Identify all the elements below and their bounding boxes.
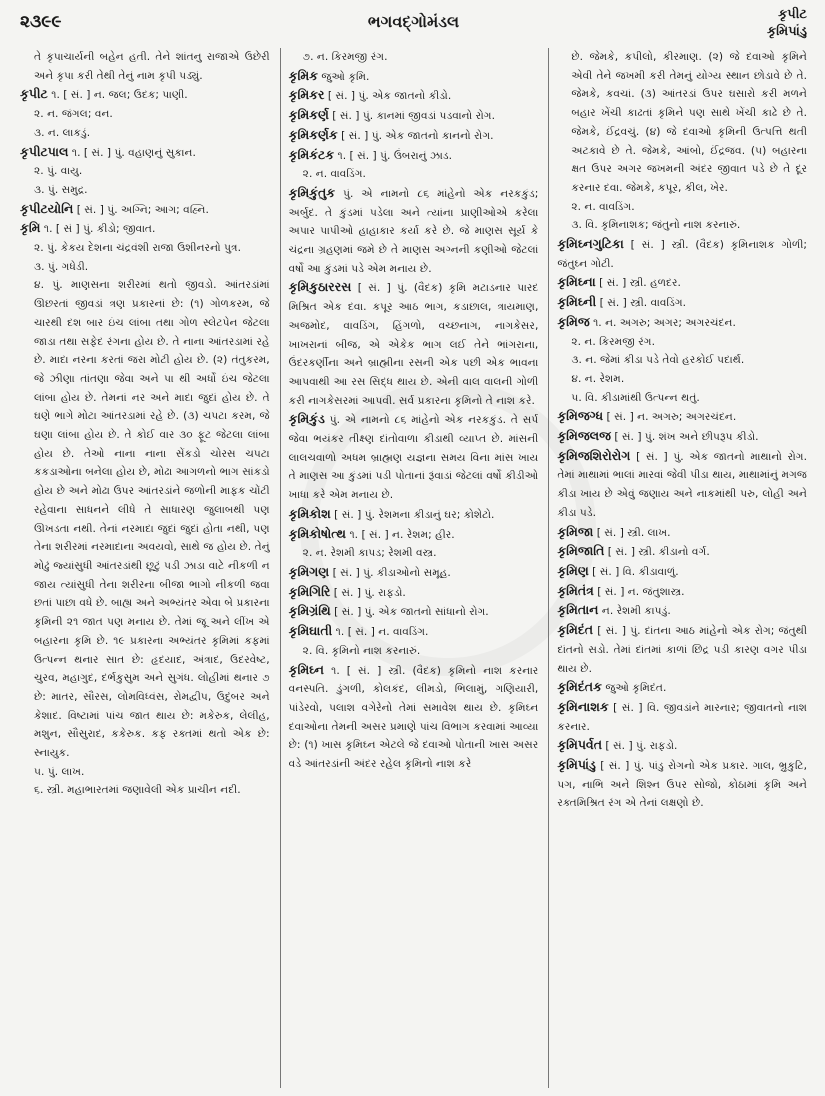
- dictionary-entry: [289, 544, 539, 563]
- entry-definition: ૨. ન. રેશમી કાપડ; રેશમી વસ્ત્ર.: [302, 546, 437, 560]
- dictionary-entry: [557, 216, 807, 235]
- dictionary-entry: [557, 542, 807, 562]
- entry-headword: કૃમિકર્ણ: [288, 107, 329, 123]
- entry-definition: [ સં. ] પું. કીડાઓનો સમૂહ.: [332, 565, 451, 579]
- entry-definition: [ સં. ] પું. એક જાતનો સાંધાનો રોગ.: [334, 605, 489, 619]
- dictionary-entry: [289, 86, 539, 106]
- dictionary-entry: [557, 698, 807, 736]
- entry-definition: છે. જેમકે, કપીલો, કીરમાણ. (૨) જે દવાઓ કૃમિને એવી તેને જખમી કરી તેમનું યોગ્ય સ્થાન છોડાવે છે તે. જેમકે, કવચાં. (૩) આંતરડાં ઉપર ઘસારો કરી મળને બહાર ખેંચી કાઢતાં કૃમિને પણ સાથે ખેંચી કાઢે છે તે. જેમકે, ઈંદ્રવચું. (૪) જે દવાઓ કૃમિની ઉત્પત્તિ થતી અટકાવે છે તે. જેમકે, આંબો, ઈંદ્રજવ. (૫) બહારના ક્ષત ઉપર અગર જખમની અંદર જીવાત પડે છે તે દૂર કરનાર દવા. જેમકે, કપૂર, કીલ, ખેર.: [571, 50, 808, 194]
- entry-definition: ૬. સ્ત્રી. મહાભારતમાં જણાવેલી એક પ્રાચીન નદી.: [34, 783, 241, 797]
- dictionary-entry: [20, 105, 270, 124]
- dictionary-entry: [557, 389, 807, 408]
- entry-headword: કૃમિજગ્ધ: [557, 408, 604, 424]
- entry-definition: ૧. [ સં. ] પું. ઉંબરાનું ઝાડ.: [337, 148, 453, 162]
- entry-definition: [ સં. ] પું. (વૈદક) કૃમિ મટાડનાર પારદ મિશ્રિત એક દવા. કપૂર આઠ ભાગ, કડાછાલ, ત્રાયમાણ, અજમોદ, વાવડિંગ, હિંગળો, વચ્છનાગ, નાગકેસર, ખાખરાનાં બીજ, એ એકેક ભાગ લઈ તેને ભાંગરાના, ઉંદરકર્ણીના અને બ્રાહ્મીના રસની એક પછી એક ભાવના આપવાથી આ રસ સિદ્ધ થાય છે. એની વાલ વાલની ગોળી કરી નાગકેસરમાં આપવી. સર્વ પ્રકારના કૃમિનો તે નાશ કરે.: [288, 281, 539, 407]
- entry-definition: ૪. પું. માણસના શરીરમાં થતો જીવડો. આંતરડાંમાં ઊછરતાં જીવડાં ત્રણ પ્રકારનાં છે: (૧) ગોળકરમ, જે ચારથી દશ બાર ઇંચ લાંબા તથા ગોળ સ્લેટપેન જેટલા જાડા તથા સફેદ રંગના હોય છે. તે નાના આંતરડામાં રહે છે. માદા નરના કરતાં જરા મોટી હોય છે. (૨) તંતુકરમ, જે ઝીણા તાંતણા જેવા અને પા થી અર્ધો ઇંચ જેટલા લાંબા હોય છે. તેમનાં નર અને માદા જુદાં હોય છે. તે ઘણે ભાગે મોટા આંતરડામાં રહે છે. (૩) ચપટા કરમ, જે ઘણા લાંબા હોય છે. તે કોઈ વાર ૩૦ ફૂટ જેટલા લાંબા હોય છે. તેઓ નાના નાના સેંકડો ચોરસ ચપટા કકડાઓના બનેલા હોય છે, મોઢા આગળનો ભાગ સાંકડો હોય છે અને મોઢા ઉપર આંતરડાંને જળોની માફક ચોંટી રહેવાના સાધનને લીધે તે સાધારણ જુલાબથી પણ ઊખડતા નથી. તેનાં નરમાદા જુદાં જુદાં હોતા નથી, પણ તેના શરીરમાં નરમાદાના અવયવો, સાથે જ હોય છે. તેનું મોઢું જ્યાંસુધી આંતરડાંથી છૂટું પડી ઝાડા વાટે નીકળી ન જાય ત્યાંસુધી તેના શરીરના બીજા ભાગો નીકળી જવા છતાં પાછા વધે છે. બાહ્ય અને અભ્યંતર એવા બે પ્રકારના કૃમિની ૨૧ જાત પણ મનાય છે. તેમાં જૂ અને લીંખ એ બહારના કૃમિ છે. ૧૯ પ્રકારના અભ્યંતર કૃમિમાં કફમાં ઉત્પન્ન થનાર સાત છે: હૃદયાદ, અંત્રાદ, ઉદરવેષ્ટ, ચુરવ, મહાગુદ, દર્ભકુસુમ અને સુગંધ. લોહીમાં થનાર ૭ છે: માતર, સૌરસ, લોમવિધ્વંસ, રોમદ્વીપ, ઉદુંબર અને કેશાદ. વિષ્ટામાં પાંચ જાત થાય છે: મકેરુક, લેલીહ, મશુન, સૌસુરાદ, કકેરુક. કફ રક્તમાં થતો એક છે: સ્નાયુક.: [34, 278, 270, 760]
- entry-headword: કૃમિઘ્ની: [557, 294, 597, 310]
- entry-definition: ૧. [ સં. ] ન. જલ; ઉદક; પાણી.: [51, 88, 188, 102]
- dictionary-entry: [557, 407, 807, 427]
- dictionary-entry: [289, 583, 539, 603]
- dictionary-entry: [289, 165, 539, 184]
- dictionary-entry: [289, 67, 539, 87]
- dictionary-entry: [20, 143, 270, 163]
- dictionary-entry: [289, 184, 539, 279]
- entry-definition: ૩. ન. લાકડું.: [34, 125, 91, 139]
- entry-definition: ૧. [ સં. ] ન. વાવડિંગ.: [335, 625, 429, 639]
- entry-definition: [ સં. ] સ્ત્રી. વાવડિંગ.: [599, 296, 687, 310]
- dictionary-entry: [557, 756, 807, 813]
- entry-headword: કૃપીટપાલ: [20, 143, 69, 159]
- entry-definition: ૨. ન. વાવડિંગ.: [302, 167, 366, 181]
- dictionary-entry: [20, 276, 270, 762]
- guide-word-first: કૃપીટ: [778, 7, 807, 22]
- entry-headword: કૃમિદંત: [557, 622, 594, 638]
- entry-headword: કૃમિજશિરોરોગ: [557, 447, 631, 463]
- dictionary-entry: [557, 333, 807, 352]
- entry-definition: ૧. [ સં. ] ન. રેશમ; હીર.: [349, 527, 455, 541]
- entry-definition: ૧. [ સં ] પું. કીડો; જીવાત.: [43, 222, 156, 236]
- entry-headword: કૃમિગ્રંથિ: [288, 603, 331, 619]
- entry-headword: કૃમિજલજ: [557, 428, 611, 444]
- guide-words: [767, 6, 807, 40]
- dictionary-entry: [557, 562, 807, 582]
- entry-definition: જુઓ કૃમિદંત.: [605, 681, 667, 695]
- dictionary-entry: [557, 736, 807, 756]
- entry-headword: કૃમિકુંડ: [288, 411, 325, 427]
- entry-definition: ૩. વિ. કૃમિનાશક; જંતુનો નાશ કરનારું.: [571, 218, 741, 232]
- entry-definition: ૨. ન. વાવડિંગ.: [571, 199, 635, 213]
- dictionary-entry: [20, 124, 270, 143]
- entry-headword: કૃમિકર: [288, 87, 325, 103]
- dictionary-entry: [557, 313, 807, 333]
- entry-definition: જુઓ કૃમિ.: [321, 69, 370, 83]
- dictionary-entry: [289, 146, 539, 166]
- entry-headword: કૃમિણ: [557, 562, 589, 578]
- entry-definition: ૫. પું. લાખ.: [34, 764, 85, 778]
- entry-definition: [ સં. ] વિ. કીડાવાળું.: [592, 564, 679, 578]
- dictionary-entry: [557, 523, 807, 543]
- entry-definition: ૭. ન. કિરમજી રંગ.: [302, 50, 388, 63]
- dictionary-entry: [289, 622, 539, 642]
- entry-headword: કૃમિગણ: [288, 563, 330, 579]
- entry-headword: કૃપીટ: [20, 86, 48, 102]
- entry-definition: [ સં. ] પું. રેશમના કીડાનું ઘર; કોશેટો.: [334, 507, 495, 521]
- entry-definition: [ સં. ] સ્ત્રી. કીડાનો વર્ગ.: [607, 545, 710, 559]
- entry-definition: [ સં. ] પું. અગ્નિ; આગ; વહ્નિ.: [76, 202, 209, 216]
- entry-headword: કૃમિગિરિ: [288, 583, 331, 599]
- dictionary-entry: [289, 126, 539, 146]
- dictionary-entry: [289, 48, 539, 67]
- entry-definition: ૩. ન. જેમાં કીડા પડે તેવો હરકોઈ પદાર્થ.: [571, 353, 745, 367]
- entry-definition: [ સં. ] પું. એક જાતનો કાનનો રોગ.: [341, 128, 494, 142]
- dictionary-entry: [289, 505, 539, 525]
- page-number: ૨૩૯૯: [20, 12, 62, 32]
- dictionary-entry: [557, 351, 807, 370]
- dictionary-entry: [557, 621, 807, 678]
- dictionary-entry: [20, 219, 270, 239]
- column-2: [280, 48, 539, 1088]
- entry-definition: ૨. ન. કિરમજી રંગ.: [571, 334, 655, 348]
- entry-definition: ૫. વિ. કીડામાંથી ઉત્પન્ન થતું.: [571, 390, 700, 404]
- entry-definition: [ સં. ] પું. રાફડો.: [605, 739, 678, 753]
- dictionary-entry: [557, 370, 807, 389]
- dictionary-entry: [20, 763, 270, 782]
- entry-definition: [ સં. ] સ્ત્રી. હળદર.: [599, 276, 681, 290]
- entry-definition: [ સં. ] પું. શંખ અને છીપરૂપ કીડો.: [614, 430, 759, 444]
- dictionary-entry: [20, 162, 270, 181]
- dictionary-entry: [289, 563, 539, 583]
- column-3: [548, 48, 807, 1088]
- entry-definition: [ સં. ] સ્ત્રી. (વૈદક) કૃમિનાશક ગોળી; જંતુઘ્ન ગોટી.: [557, 238, 808, 270]
- entry-definition: [ સં. ] પું. એક જાતનો માથાનો રોગ. તેમાં માથામાં ભાલાં મારવાં જેવી પીડા થાય, માથામાંનું મગજ કીડા ખાય છે એવું જણાય અને નાકમાંથી પરુ, લોહી અને કીડા પડે.: [557, 449, 808, 519]
- entry-headword: કૃમિકુઠારરસ: [288, 279, 352, 295]
- entry-headword: કૃમિ: [20, 220, 41, 236]
- dictionary-entry: [289, 661, 539, 774]
- entry-headword: કૃમિઘ્નગુટિકા: [557, 236, 624, 252]
- dictionary-entry: [557, 447, 807, 523]
- page-header: [20, 6, 807, 44]
- entry-headword: કૃમિઘ્ના: [557, 274, 596, 290]
- dictionary-entry: [289, 106, 539, 126]
- entry-definition: [ સં. ] પું. કાનમાં જીવડાં પડવાનો રોગ.: [332, 109, 496, 123]
- entry-definition: [ સં. ] ન. જંતુશાસ્ત્ર.: [597, 584, 685, 598]
- dictionary-entry: [557, 582, 807, 602]
- dictionary-entry: [557, 427, 807, 447]
- entry-headword: કૃમિકંટક: [288, 146, 335, 162]
- entry-definition: ૨. પું. કેકય દેશના ચંદ્રવંશી રાજા ઉશીનરનો પુત્ર.: [34, 241, 242, 255]
- dictionary-entry: [20, 85, 270, 105]
- running-title: ભગવદ્ગોમંડલ: [367, 12, 460, 31]
- dictionary-entry: [557, 273, 807, 293]
- dictionary-entry: [289, 278, 539, 410]
- dictionary-entry: [20, 200, 270, 220]
- entry-definition: પું. એ નામનો ૮૬ માંહેનો એક નરકકુંડ; અર્બુદ. તે કુંડમાં પડેલા અને ત્યાંના પ્રાણીઓએ કરેલા અપાર પાપીઓ હાહાકાર કર્યા કરે છે. જે માણસ સૂર્ય કે ચંદ્રના ગ્રહણમાં જમે છે તે માણસ અગ્નની કણીઓ જેટલાં વર્ષો આ કુંડમાં પડે એમ મનાય છે.: [288, 186, 539, 275]
- entry-headword: કૃમિકર્ણક: [288, 126, 338, 142]
- entry-headword: કૃમિનાશક: [557, 698, 609, 714]
- entry-headword: કૃમિક: [288, 67, 318, 83]
- entry-definition: ૨. પું. વાયુ.: [34, 164, 83, 178]
- dictionary-entry: [289, 602, 539, 622]
- entry-headword: કૃમિજા: [557, 523, 594, 539]
- dictionary-entry: [20, 781, 270, 800]
- entry-definition: ૩. પું. સમુદ્ર.: [34, 182, 88, 196]
- entry-definition: ૧. [ સં. ] સ્ત્રી. (વૈદક) કૃમિનો નાશ કરનાર વનસ્પતિ. ડુંગળી, કોલકંદ, લીમડો, ભિલામું, ગણિયારી, પાંડેરવો, પલાશ વગેરેનો તેમાં સમાવેશ થાય છે. કૃમિઘ્ન દવાઓના તેમની અસર પ્રમાણે પાંચ વિભાગ કરવામાં આવ્યા છે: (૧) ખાસ કૃમિઘ્ન એટલે જે દવાઓ પોતાની ખાસ અસર વડે આંતરડાંની અંદર રહેલ કૃમિનો નાશ કરે: [288, 663, 539, 771]
- dictionary-columns: [20, 48, 807, 1088]
- entry-headword: કૃમિકુંતુક: [288, 184, 336, 200]
- entry-definition: પું. એ નામનો ૮૬ માંહેનો એક નરકકુંડ. તે સર્પ જેવા ભયંકર તીક્ષ્ણ દાંતોવાળા કીડાથી વ્યાપ્ત છે. માંસની લાલચવાળો અધમ બ્રાહ્મણ યજ્ઞના સમય વિના માંસ ખાય તે માણસ આ કુંડમાં પડી પોતાનાં રૂંવાડાં જેટલાં વર્ષો કીડીઓ ખાધા કરે એમ મનાય છે.: [288, 413, 539, 502]
- column-1: [20, 48, 270, 1088]
- entry-headword: કૃમિતાન: [557, 602, 599, 618]
- entry-definition: ૨. ન. જંગલ; વન.: [34, 107, 113, 121]
- entry-headword: કૃમિકોષોત્થ: [288, 525, 347, 541]
- entry-definition: [ સં. ] પું. રાફડો.: [333, 585, 406, 599]
- entry-definition: [ સં. ] પું. દાંતના આઠ માંહેનો એક રોગ; જંતુથી દાંતનો સડો. તેમાં દાંતમાં કાળાં છિદ્ર પડી કારણ વગર પીડા થાય છે.: [557, 624, 808, 675]
- dictionary-entry: [557, 678, 807, 698]
- entry-headword: કૃમિતંત્ર: [557, 582, 594, 598]
- dictionary-entry: [557, 198, 807, 217]
- entry-definition: [ સં. ] પું. એક જાતનો કીડો.: [327, 89, 452, 103]
- dictionary-entry: [557, 601, 807, 621]
- entry-definition: ૨. વિ. કૃમિનો નાશ કરનારું.: [302, 643, 421, 657]
- entry-headword: કૃપીટયોનિ: [20, 200, 74, 216]
- dictionary-entry: [289, 525, 539, 545]
- entry-definition: ૧. [ સં. ] પું. વહાણનું સુકાન.: [71, 145, 196, 159]
- dictionary-entry: [20, 48, 270, 85]
- entry-definition: [ સં. ] ન. અગરુ; અગરચંદન.: [606, 410, 737, 424]
- dictionary-entry: [20, 258, 270, 277]
- entry-headword: કૃમિકોશ: [288, 505, 331, 521]
- entry-headword: કૃમિદંતક: [557, 679, 602, 695]
- entry-headword: કૃમિજાતિ: [557, 543, 605, 559]
- dictionary-entry: [557, 48, 807, 198]
- entry-headword: કૃમિપાંડુ: [557, 757, 596, 773]
- entry-headword: કૃમિઘાતી: [288, 623, 333, 639]
- entry-definition: ન. રેશમી કાપડું.: [601, 604, 671, 618]
- entry-definition: ૧. ન. અગરુ; અગર; અગરચંદન.: [593, 315, 736, 329]
- entry-headword: કૃમિપર્વત: [557, 737, 603, 753]
- dictionary-entry: [557, 293, 807, 313]
- entry-definition: [ સં. ] પું. પાંડુ રોગનો એક પ્રકાર. ગાલ, ભ્રુકુટિ, પગ, નાભિ અને શિશ્ન ઉપર સોજો, કોઠામાં કૃમિ અને રક્તમિશ્રિત રંગ એ તેનાં લક્ષણો છે.: [557, 759, 808, 810]
- entry-definition: ૪. ન. રેશમ.: [571, 371, 625, 385]
- dictionary-entry: [20, 239, 270, 258]
- entry-definition: ૩. પું. ગધેડી.: [34, 259, 89, 273]
- entry-definition: [ સં. ] સ્ત્રી. લાખ.: [596, 525, 671, 539]
- entry-definition: [ સં. ] વિ. જીવડાંને મારનાર; જીવાતનો નાશ કરનાર.: [557, 700, 808, 733]
- dictionary-entry: [289, 642, 539, 661]
- entry-headword: કૃમિજ: [557, 313, 590, 329]
- dictionary-entry: [289, 410, 539, 505]
- guide-word-last: કૃમિપાંડુ: [766, 24, 807, 39]
- entry-headword: કૃમિઘ્ન: [288, 661, 324, 677]
- entry-definition: તે કૃપાચાર્યની બહેન હતી. તેને શાંતનુ રાજાએ ઉછેરી અને કૃપા કરી તેથી તેનું નામ કૃપી પડ્યું.: [34, 50, 270, 82]
- dictionary-entry: [557, 235, 807, 273]
- dictionary-entry: [20, 181, 270, 200]
